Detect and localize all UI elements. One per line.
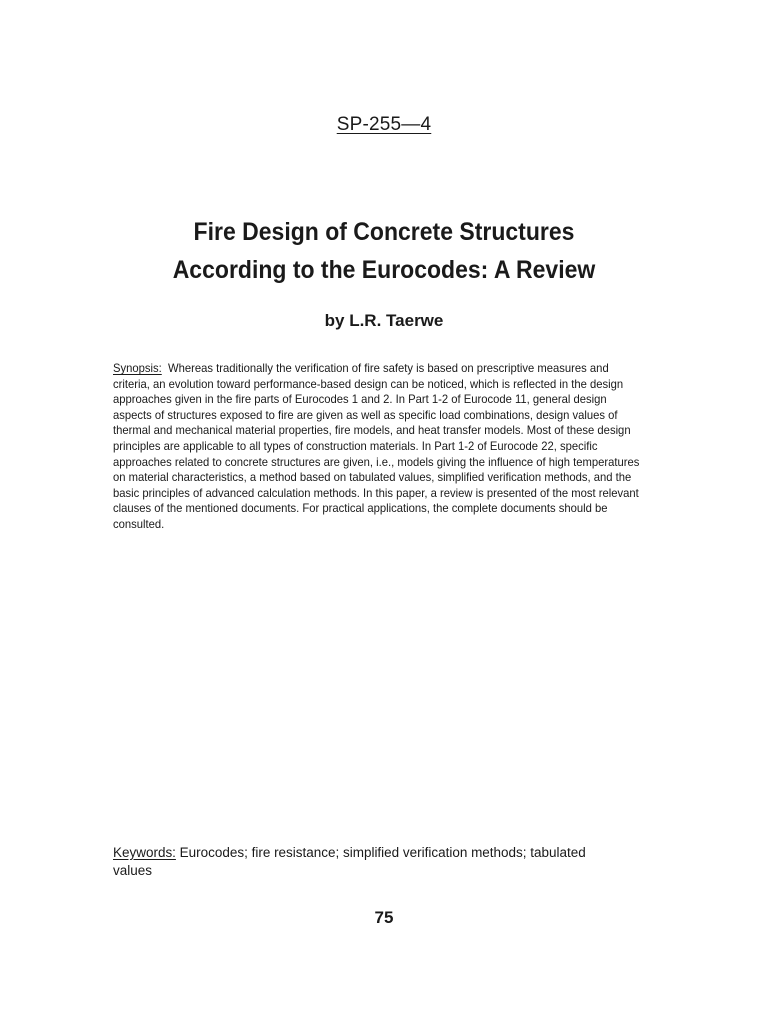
synopsis-label: Synopsis:	[113, 362, 162, 375]
paper-title-line-1: Fire Design of Concrete Structures	[193, 218, 575, 246]
synopsis-text: Whereas traditionally the verification of fire safety is based on prescriptive measures and criteria, an evolution toward performance-based design can be noticed, which is reflected in the design approaches given in the fire parts of Eurocodes 1 and 2. In Part 1-2 of Eurocode 11, general design aspects of structures exposed to fire are given as well as specific load combinations, design values of thermal and mechanical material properties, fire models, and heat transfer models. Most of these design principles are applicable to all types of construction materials. In Part 1-2 of Eurocode 22, specific approaches related to concrete structures are given, i.e., models giving the influence of high temperatures on material characteristics, a method based on tabulated values, simplified verification methods, and the basic principles of advanced calculation methods. In this paper, a review is presented of the most relevant clauses of the mentioned documents. For practical applications, the complete documents should be consulted.	[113, 362, 640, 531]
paper-id: SP-255—4	[336, 114, 432, 135]
author-byline: by L.R. Taerwe	[324, 311, 444, 330]
synopsis-paragraph	[113, 361, 642, 533]
page-number: 75	[374, 908, 394, 927]
keywords-paragraph	[113, 844, 617, 880]
keywords-label: Keywords:	[113, 845, 176, 861]
paper-title	[31, 213, 738, 289]
keywords-text: Eurocodes; fire resistance; simplified verification methods; tabulated values	[113, 845, 586, 879]
paper-title-line-2: According to the Eurocodes: A Review	[172, 256, 596, 284]
